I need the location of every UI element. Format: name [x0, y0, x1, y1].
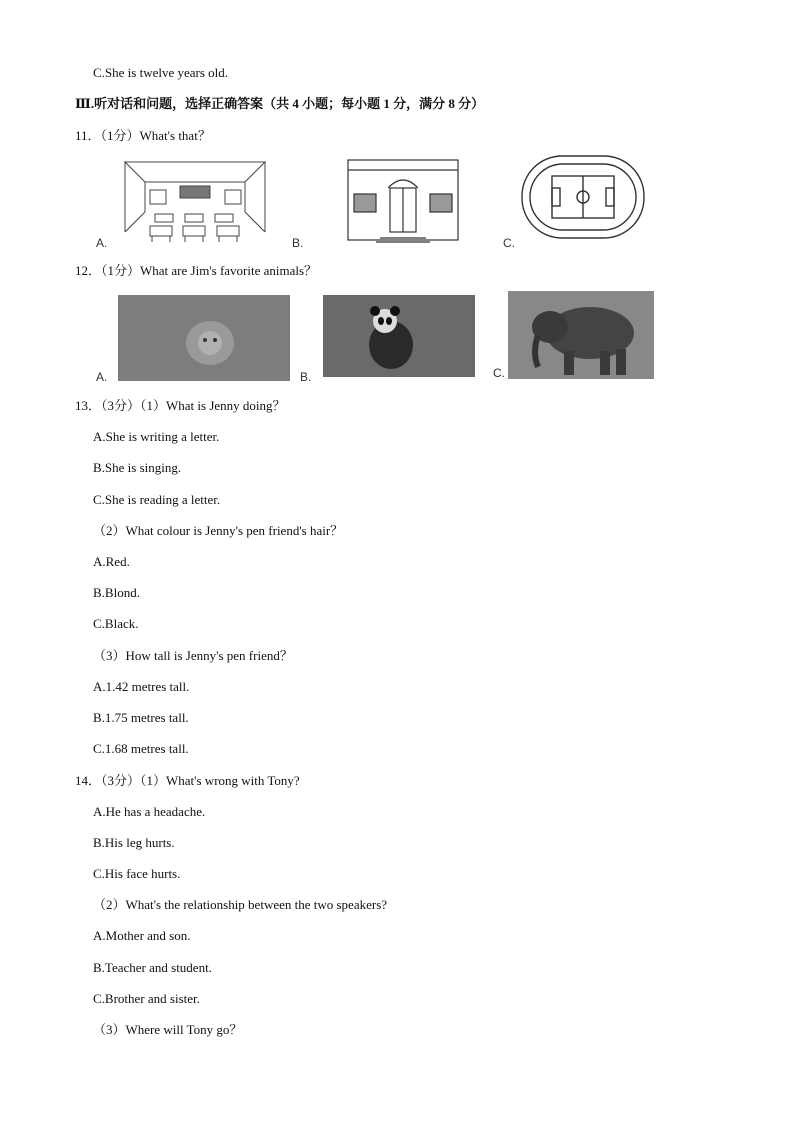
q14-3-stem: （3）Where will Tony go？: [93, 1022, 243, 1037]
question-14-stem: 14．（3分）（1）What's wrong with Tony?: [75, 773, 300, 788]
q13-3-option-c: C.1.68 metres tall.: [93, 741, 189, 756]
q13-2-option-a: A.Red.: [93, 554, 130, 569]
q11-label-a: A.: [96, 236, 108, 250]
q13-2-option-c: C.Black.: [93, 616, 139, 631]
q13-3-stem: （3）How tall is Jenny's pen friend？: [93, 648, 293, 663]
q13-2-option-b: B.Blond.: [93, 585, 140, 600]
q11-option-a-image: [95, 152, 285, 250]
q13-1-option-c: C.She is reading a letter.: [93, 492, 221, 507]
q13-1-option-a: A.She is writing a letter.: [93, 429, 220, 444]
section-heading: Ⅲ.听对话和问题，选择正确答案（共 4 小题；每小题 1 分，满分 8 分）: [75, 96, 485, 111]
question-13-stem: 13．（3分）（1）What is Jenny doing？: [75, 398, 286, 413]
school-building-icon: [340, 150, 465, 250]
elephant-icon: [508, 291, 654, 379]
question-12-stem: 12．（1分）What are Jim's favorite animals？: [75, 263, 318, 278]
classroom-icon: [95, 152, 285, 250]
q11-label-b: B.: [292, 236, 304, 250]
q14-1-option-c: C.His face hurts.: [93, 866, 181, 881]
q14-2-option-c: C.Brother and sister.: [93, 991, 200, 1006]
q11-option-b-image: [340, 150, 465, 250]
panda-icon: [323, 295, 475, 377]
q12-label-a: A.: [96, 370, 108, 384]
q12-option-c-image: [508, 291, 654, 379]
question-11-stem: 11．（1分）What's that？: [75, 128, 211, 143]
q14-2-stem: （2）What's the relationship between the two speakers?: [93, 897, 388, 912]
q12-option-a-image: [118, 295, 290, 381]
q11-label-c: C.: [503, 236, 515, 250]
q13-3-option-a: A.1.42 metres tall.: [93, 679, 190, 694]
q11-option-c-image: [518, 152, 648, 244]
q13-3-option-b: B.1.75 metres tall.: [93, 710, 189, 725]
q14-1-option-a: A.He has a headache.: [93, 804, 206, 819]
q14-2-option-a: A.Mother and son.: [93, 928, 191, 943]
q13-2-stem: （2）What colour is Jenny's pen friend's hair？: [93, 523, 344, 538]
lion-icon: [118, 295, 290, 381]
q12-label-c: C.: [493, 366, 505, 380]
q12-label-b: B.: [300, 370, 312, 384]
q13-1-option-b: B.She is singing.: [93, 460, 182, 475]
q12-option-b-image: [323, 295, 475, 377]
previous-option-c: C.She is twelve years old.: [93, 65, 229, 80]
q14-2-option-b: B.Teacher and student.: [93, 960, 212, 975]
q14-1-option-b: B.His leg hurts.: [93, 835, 175, 850]
sports-field-icon: [518, 152, 648, 244]
